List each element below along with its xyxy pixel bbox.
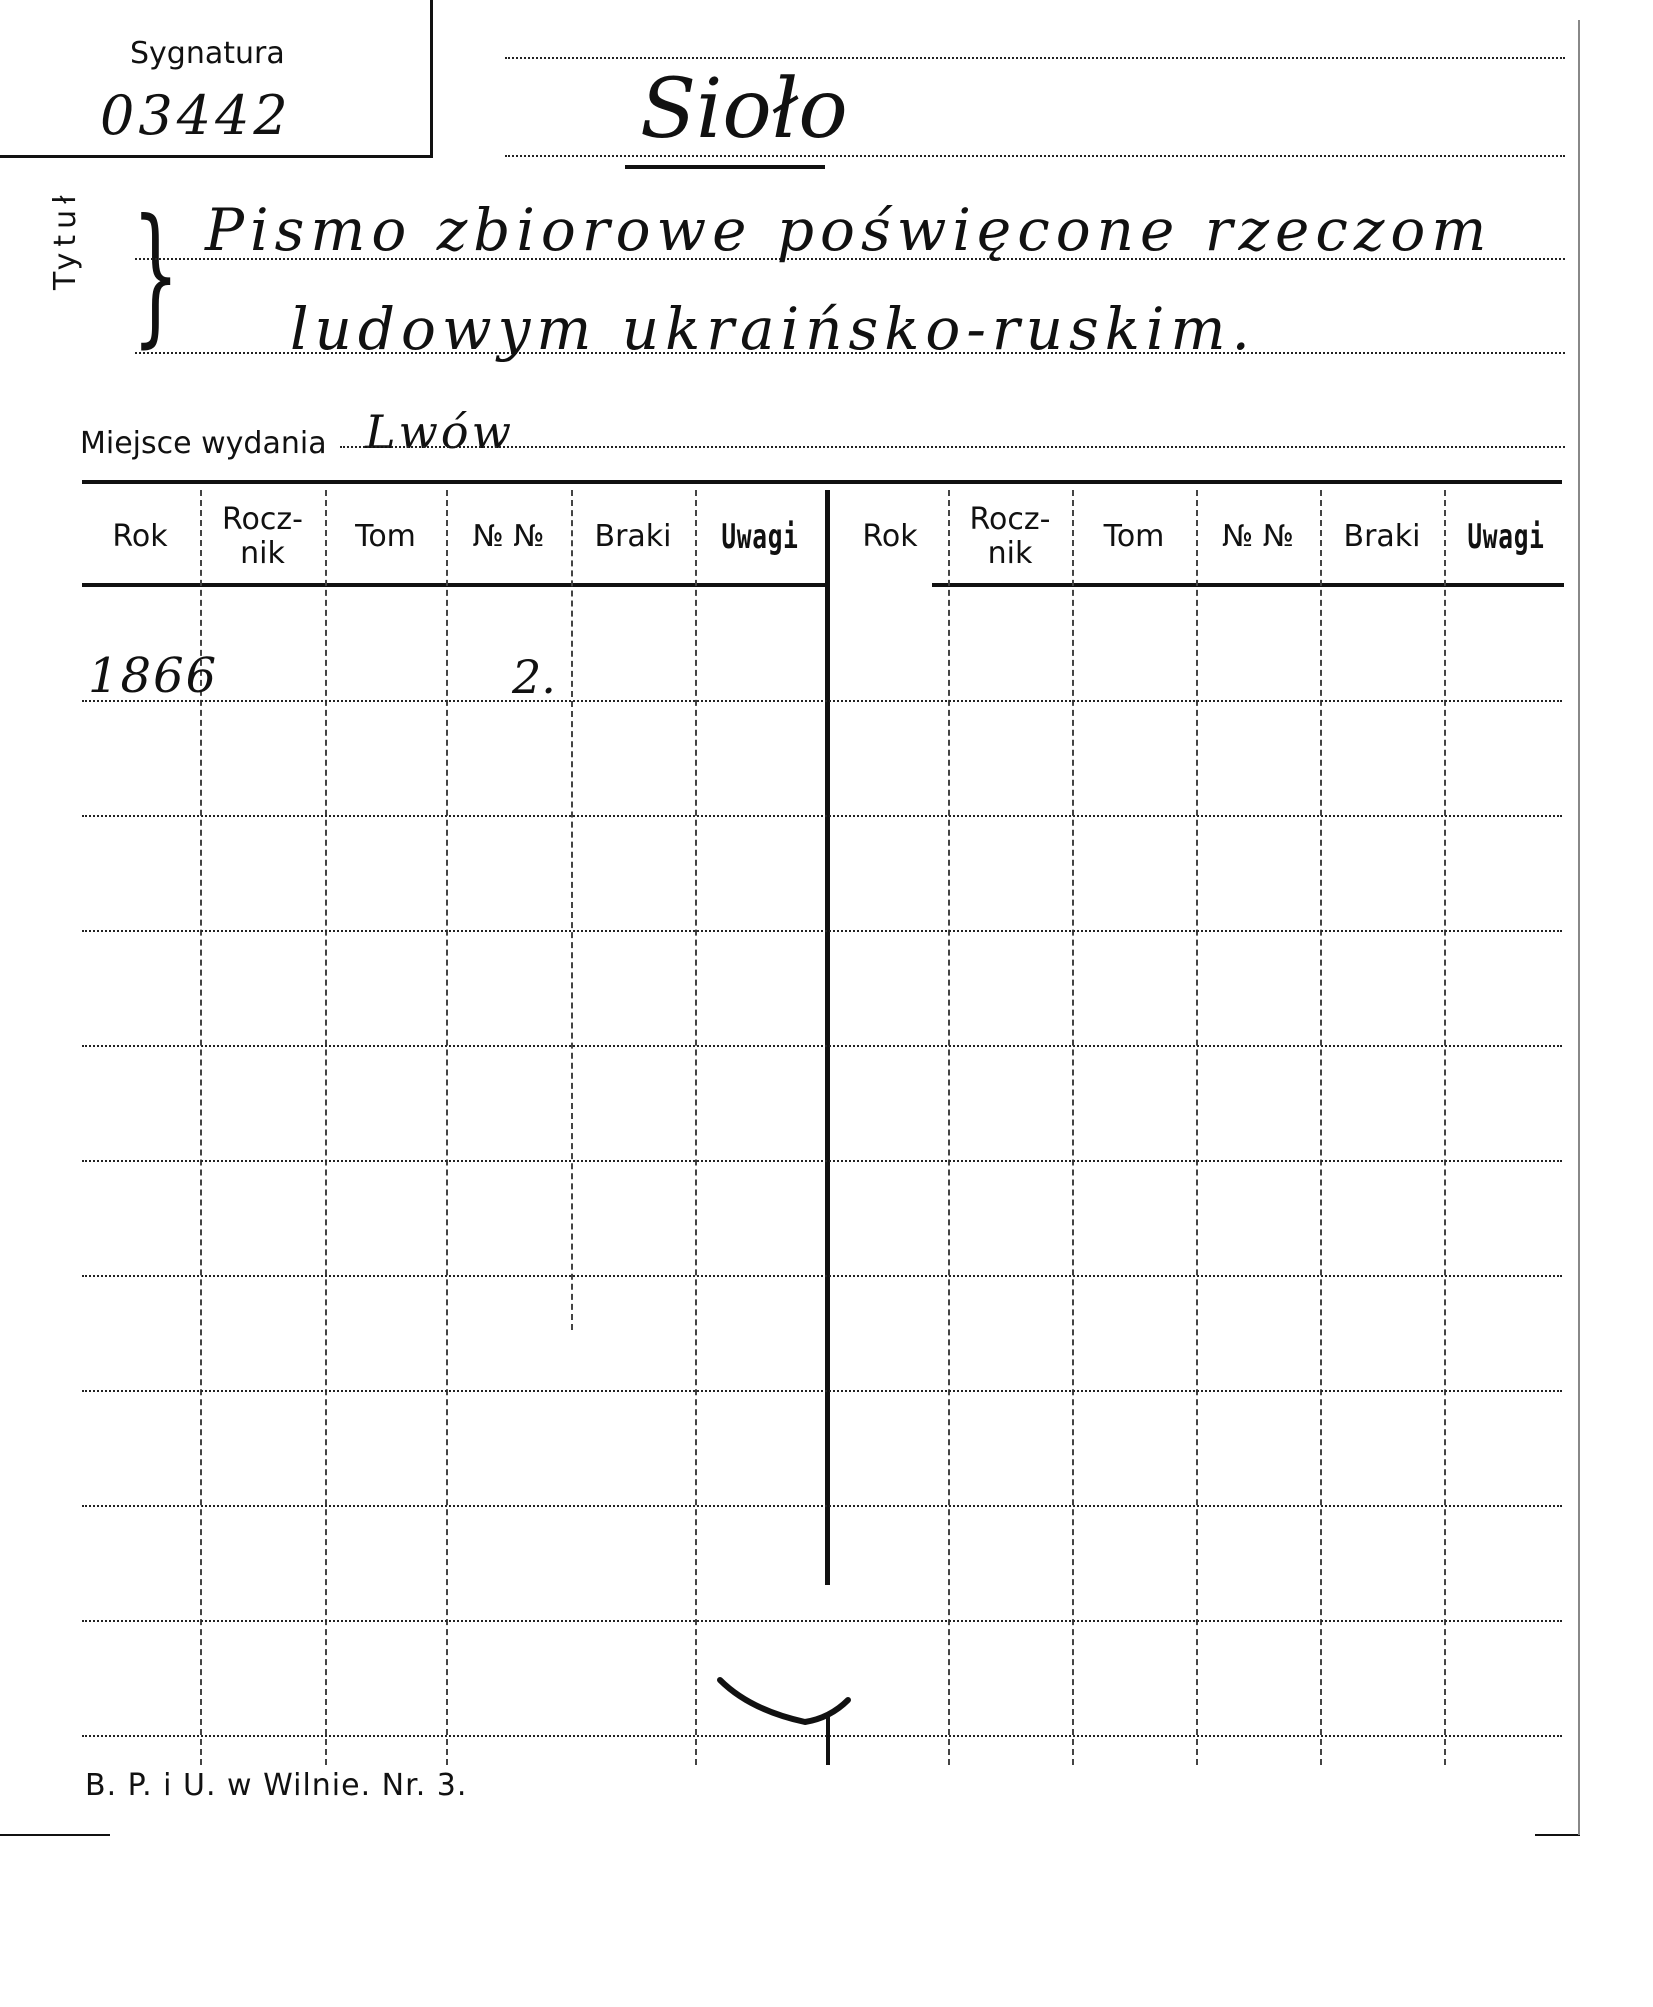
header-uwagi-left: Uwagi xyxy=(721,517,799,557)
row-line-3 xyxy=(82,930,1562,932)
col-line-3 xyxy=(446,490,448,1765)
table-header-rule-right xyxy=(932,583,1564,587)
row-line-6 xyxy=(82,1275,1562,1277)
short-title-underline xyxy=(625,165,825,169)
header-numery-right: № № xyxy=(1222,519,1294,554)
header-braki-right: Braki xyxy=(1343,519,1421,554)
signature-value: 03442 xyxy=(100,84,292,147)
row-line-1 xyxy=(82,700,1562,702)
row-line-9 xyxy=(82,1620,1562,1622)
header-rok-right: Rok xyxy=(862,519,918,554)
signature-box xyxy=(0,0,433,158)
table-top-rule xyxy=(82,480,1562,484)
header-rocznik-right: Rocz- nik xyxy=(969,502,1051,571)
place-dotted-line xyxy=(340,446,1565,448)
header-braki-left: Braki xyxy=(594,519,672,554)
table-center-divider xyxy=(825,490,830,1585)
card-right-edge xyxy=(1578,20,1580,1835)
footer-imprint: B. P. i U. w Wilnie. Nr. 3. xyxy=(85,1768,468,1803)
pen-stroke xyxy=(710,1660,860,1770)
col-line-7 xyxy=(948,490,950,1765)
col-line-8 xyxy=(1072,490,1074,1765)
card-bottom-edge-left xyxy=(0,1834,110,1836)
entry-numbers: 2. xyxy=(512,650,556,704)
top-dotted-line-1 xyxy=(505,57,1565,59)
header-rocznik-left: Rocz- nik xyxy=(222,502,303,571)
place-label: Miejsce wydania xyxy=(80,426,327,461)
row-line-4 xyxy=(82,1045,1562,1047)
card-bottom-edge-right xyxy=(1535,1834,1580,1836)
header-uwagi-right: Uwagi xyxy=(1467,517,1545,557)
col-line-2 xyxy=(325,490,327,1765)
title-line-1: Pismo zbiorowe poświęcone rzeczom xyxy=(205,196,1493,264)
entry-year: 1866 xyxy=(88,648,219,704)
title-vertical-label: Tytuł xyxy=(48,189,83,290)
header-rok-left: Rok xyxy=(112,519,168,554)
col-line-10 xyxy=(1320,490,1322,1765)
place-value: Lwów xyxy=(365,405,514,459)
title-line-2: ludowym ukraińsko-ruskim. xyxy=(290,295,1256,363)
row-line-2 xyxy=(82,815,1562,817)
row-line-5 xyxy=(82,1160,1562,1162)
col-line-4 xyxy=(571,490,573,1330)
row-line-8 xyxy=(82,1505,1562,1507)
header-tom-right: Tom xyxy=(1103,519,1165,554)
table-header-rule-left xyxy=(82,583,827,587)
header-numery-left: № № xyxy=(472,519,545,554)
col-line-5 xyxy=(695,490,697,1765)
header-tom-left: Tom xyxy=(355,519,416,554)
signature-label: Sygnatura xyxy=(130,36,285,71)
short-title: Sioło xyxy=(640,62,848,157)
row-line-7 xyxy=(82,1390,1562,1392)
col-line-9 xyxy=(1196,490,1198,1765)
title-brace: } xyxy=(131,188,180,362)
col-line-11 xyxy=(1444,490,1446,1765)
